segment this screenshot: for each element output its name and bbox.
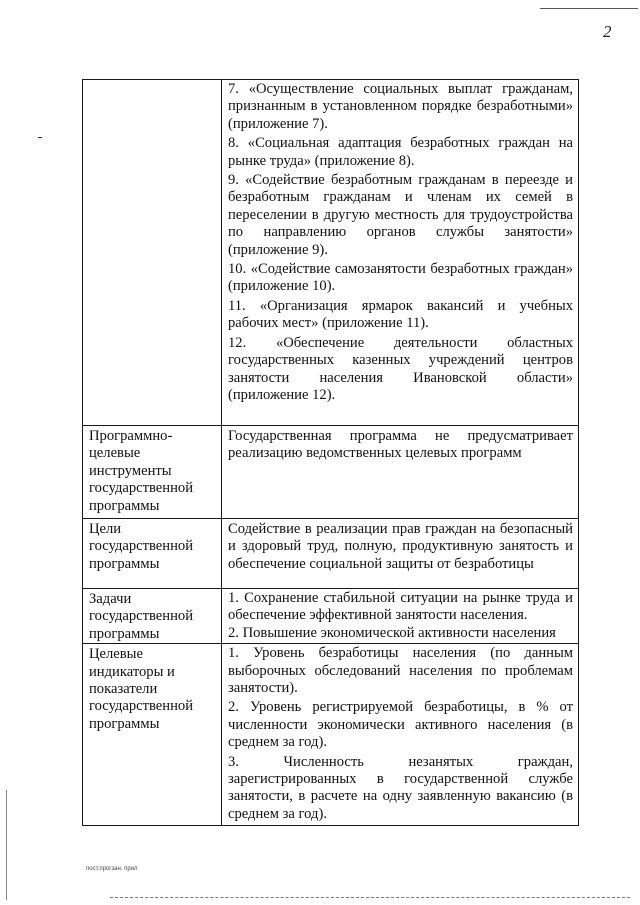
row-label-tasks: Задачи государственной программы — [83, 589, 222, 644]
tasks-cell — [222, 589, 579, 644]
subprogram-item-10: 10. «Содействие самозанятости безработных граждан» (приложение 10). — [228, 261, 573, 295]
table-row — [83, 519, 579, 589]
table-row — [83, 426, 579, 519]
indicators-cell — [222, 644, 579, 826]
scan-edge-line — [6, 790, 7, 900]
subprogram-item-11: 11. «Организация ярмарок вакансий и учебных рабочих мест» (приложение 11). — [228, 297, 573, 332]
table-row — [83, 589, 579, 644]
scan-top-rule — [540, 8, 638, 9]
table-row — [83, 80, 579, 426]
subprograms-cell — [222, 80, 579, 426]
indicator-item-3: 3. Численность незанятых граждан, зарегистрированных в государственной службе занятости, в расчете на одну заявленную вакансию (в среднем за год). — [228, 753, 573, 822]
row-label-empty — [83, 80, 222, 426]
goals-value: Содействие в реализации прав граждан на безопасный и здоровый труд, полную, продуктивную занятость и обеспечение социальной защиты от безработицы — [222, 519, 579, 589]
subprogram-item-9: 9. «Содействие безработным гражданам в переезде и безработным гражданам и членам их семей в переселении в другую местность для трудоустройства по направлению органов службы занятости» (приложение 9). — [228, 172, 573, 258]
page-number: 2 — [603, 22, 612, 41]
subprogram-item-7: 7. «Осуществление социальных выплат гражданам, признанным в установленном порядке безработными» (приложение 7). — [228, 81, 573, 132]
row-label-goals: Цели государственной программы — [83, 519, 222, 589]
indicator-item-2: 2. Уровень регистрируемой безработицы, в % от численности экономически активного населения (в среднем за год). — [228, 699, 573, 751]
instruments-value: Государственная программа не предусматривает реализацию ведомственных целевых программ — [222, 426, 579, 519]
row-label-indicators: Целевые индикаторы и показатели государственной программы — [83, 644, 222, 826]
task-item-1: 1. Сохранение стабильной ситуации на рынке труда и обеспечение эффективной занятости населения. — [228, 590, 573, 624]
row-label-instruments: Программно-целевые инструменты государственной программы — [83, 426, 222, 519]
indicator-item-1: 1. Уровень безработицы населения (по данным выборочных обследований населения по проблемам занятости). — [228, 645, 573, 697]
scan-bottom-rule — [110, 897, 630, 898]
subprogram-item-8: 8. «Социальная адаптация безработных граждан на рынке труда» (приложение 8). — [228, 135, 573, 169]
program-passport-table — [82, 79, 579, 826]
table-row — [83, 644, 579, 826]
subprogram-item-12: 12. «Обеспечение деятельности областных государственных казенных учреждений центров занятости населения Ивановской области» (приложение 12). — [228, 334, 573, 403]
scan-mark — [38, 137, 42, 138]
task-item-2: 2. Повышение экономической активности населения — [228, 624, 556, 641]
footer-file-code: пост.прогзан. прил — [86, 866, 138, 872]
